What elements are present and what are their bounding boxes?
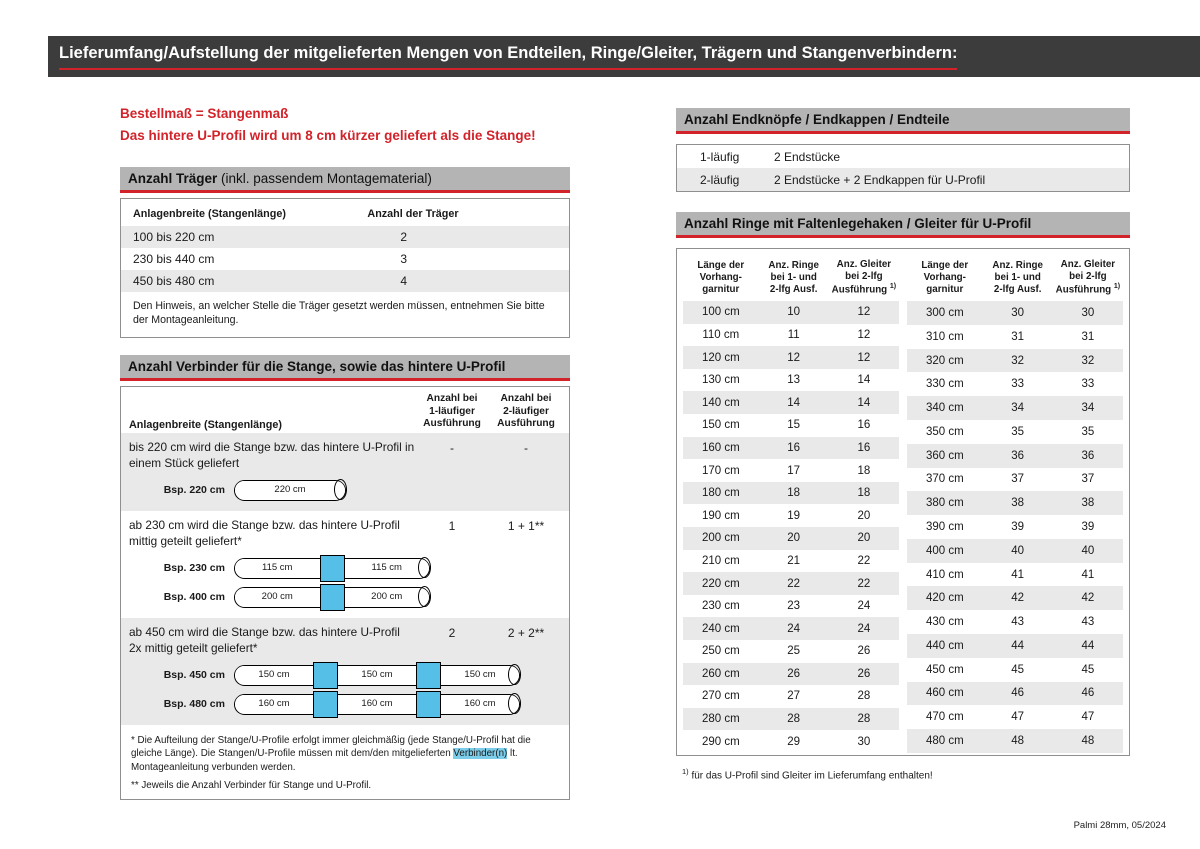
ringe-row bbox=[683, 482, 899, 505]
cell-count: 2 bbox=[400, 230, 408, 245]
cell-gleiter: 16 bbox=[857, 419, 871, 432]
cell-gleiter: 38 bbox=[1081, 497, 1095, 510]
cell-gleiter: 24 bbox=[857, 600, 871, 613]
traeger-table-box bbox=[120, 198, 570, 338]
traeger-row bbox=[121, 248, 569, 270]
cell-ringe: 27 bbox=[787, 690, 801, 703]
cell-count: 4 bbox=[400, 274, 408, 289]
cell-laenge: 390 cm bbox=[925, 521, 964, 533]
cell-laenge: 380 cm bbox=[925, 497, 964, 510]
cell-gleiter: 12 bbox=[857, 306, 871, 319]
endteile-section-header bbox=[676, 108, 1130, 134]
cell-ringe: 16 bbox=[787, 441, 801, 454]
ringe-row bbox=[907, 468, 1123, 492]
ringe-section-header bbox=[676, 212, 1130, 238]
ringe-row bbox=[683, 708, 899, 731]
rod-endcap-icon bbox=[418, 557, 431, 578]
traeger-row bbox=[121, 226, 569, 248]
cell-ringe: 19 bbox=[787, 509, 801, 522]
cell-gleiter: 12 bbox=[857, 328, 871, 341]
cell-ringe: 22 bbox=[787, 577, 801, 590]
ringe-row bbox=[683, 572, 899, 595]
left-column bbox=[120, 103, 570, 800]
cell-gleiter: 34 bbox=[1081, 402, 1095, 415]
cell-ringe: 35 bbox=[1011, 425, 1025, 438]
cell-gleiter: 28 bbox=[857, 690, 871, 703]
cell-ringe: 39 bbox=[1011, 521, 1025, 533]
page-title: Lieferumfang/Aufstellung der mitgelieferten Mengen von Endteilen, Ringe/Gleiter, Trägern und Stangenverbindern: bbox=[59, 45, 957, 70]
notice-line-1: Bestellmaß = Stangenmaß bbox=[120, 106, 289, 121]
rod-segment: 200 cm bbox=[235, 588, 320, 606]
ringe-row bbox=[907, 444, 1123, 468]
rod-segment: 160 cm bbox=[338, 695, 416, 713]
col-header-2-laeufig: Anzahl bei 2-läufiger Ausführung bbox=[497, 392, 555, 430]
cell-gleiter: 26 bbox=[857, 667, 871, 680]
cell-laenge: 110 cm bbox=[702, 328, 740, 341]
section-text: bis 220 cm wird die Stange bzw. das hintere U-Profil in einem Stück geliefert bbox=[129, 440, 415, 470]
cell-gleiter: 37 bbox=[1081, 473, 1095, 486]
cell-ringe: 29 bbox=[787, 735, 801, 748]
cell-gleiter: 16 bbox=[857, 441, 871, 454]
cell-laenge: 330 cm bbox=[925, 378, 964, 391]
cell-laenge: 210 cm bbox=[701, 554, 740, 567]
ringe-row bbox=[907, 301, 1123, 325]
rod-segment: 150 cm bbox=[338, 666, 416, 684]
ringe-table-300-480 bbox=[907, 255, 1123, 753]
cell-laenge: 230 cm bbox=[701, 600, 740, 613]
ringe-row bbox=[683, 437, 899, 460]
cell-gleiter: 28 bbox=[857, 713, 871, 726]
cell-laenge: 300 cm bbox=[925, 306, 964, 319]
example-label: Bsp. 230 cm bbox=[163, 562, 225, 575]
cell-ringe: 17 bbox=[787, 464, 801, 477]
cell-ringe: 48 bbox=[1011, 735, 1025, 748]
value-1-laeufig: 1 bbox=[448, 518, 456, 533]
cell-laenge: 140 cm bbox=[701, 396, 740, 409]
endteile-table-box bbox=[676, 144, 1130, 192]
cell-gleiter: 36 bbox=[1081, 449, 1095, 462]
ringe-row bbox=[683, 595, 899, 618]
cell-ringe: 11 bbox=[787, 328, 800, 341]
example-label: Bsp. 450 cm bbox=[163, 669, 225, 682]
cell-laenge: 310 cm bbox=[925, 330, 964, 343]
cell-laenge: 250 cm bbox=[701, 645, 740, 658]
cell-beschreibung: 2 Endstücke bbox=[774, 149, 841, 164]
ringe-row bbox=[907, 325, 1123, 349]
cell-laenge: 200 cm bbox=[701, 532, 740, 545]
rod-segment: 115 cm bbox=[345, 559, 430, 577]
cell-ringe: 24 bbox=[787, 622, 801, 635]
example-row bbox=[121, 558, 569, 579]
cell-ringe: 30 bbox=[1011, 306, 1025, 319]
cell-laenge: 340 cm bbox=[925, 402, 964, 415]
cell-ringe: 23 bbox=[787, 600, 801, 613]
rod-diagram bbox=[234, 587, 430, 608]
cell-laenge: 120 cm bbox=[701, 351, 740, 364]
cell-laenge: 270 cm bbox=[701, 690, 740, 703]
cell-gleiter: 14 bbox=[857, 374, 871, 387]
traeger-section-header bbox=[120, 167, 570, 193]
cell-laenge: 360 cm bbox=[925, 449, 964, 462]
cell-laenge: 370 cm bbox=[925, 473, 964, 486]
traeger-title: Anzahl Träger bbox=[128, 171, 218, 187]
rod-endcap-icon bbox=[508, 693, 521, 714]
endteile-title: Anzahl Endknöpfe / Endkappen / Endteile bbox=[684, 112, 950, 127]
ringe-row bbox=[907, 682, 1123, 706]
document-footer: Palmi 28mm, 05/2024 bbox=[1073, 820, 1166, 831]
example-row bbox=[121, 665, 569, 686]
cell-laenge: 460 cm bbox=[925, 687, 964, 700]
cell-ringe: 46 bbox=[1011, 687, 1025, 700]
cell-gleiter: 43 bbox=[1081, 616, 1095, 629]
cell-gleiter: 12 bbox=[857, 351, 871, 364]
ringe-row bbox=[907, 610, 1123, 634]
cell-gleiter: 47 bbox=[1081, 711, 1095, 724]
cell-ringe: 15 bbox=[787, 419, 801, 432]
rod-endcap-icon bbox=[508, 664, 521, 685]
rod-connector bbox=[313, 662, 338, 689]
example-row bbox=[121, 587, 569, 608]
rod-connector bbox=[416, 691, 441, 718]
rod-diagram bbox=[234, 480, 346, 501]
ringe-row bbox=[907, 705, 1123, 729]
cell-laenge: 450 cm bbox=[925, 663, 964, 676]
cell-gleiter: 31 bbox=[1081, 330, 1095, 343]
cell-gleiter: 22 bbox=[857, 577, 871, 590]
verbinder-highlight: Verbinder(n) bbox=[453, 748, 508, 760]
section-text: ab 450 cm wird die Stange bzw. das hintere U-Profil 2x mittig geteilt geliefert* bbox=[129, 624, 400, 655]
cell-laenge: 180 cm bbox=[701, 487, 740, 500]
cell-ringe: 12 bbox=[787, 351, 801, 364]
value-2-laeufig: 2 + 2** bbox=[507, 625, 545, 640]
ringe-row bbox=[907, 658, 1123, 682]
cell-gleiter: 46 bbox=[1081, 687, 1095, 700]
ringe-row bbox=[683, 617, 899, 640]
cell-gleiter: 24 bbox=[857, 622, 871, 635]
col-header-ringe: Anz. Ringe bei 1- und 2-lfg Ausf. bbox=[768, 260, 819, 296]
cell-ringe: 20 bbox=[787, 532, 801, 545]
cell-ringe: 18 bbox=[787, 487, 801, 500]
ringe-row bbox=[907, 539, 1123, 563]
ringe-row bbox=[683, 369, 899, 392]
cell-laenge: 290 cm bbox=[701, 735, 740, 748]
ringe-row bbox=[683, 459, 899, 482]
ringe-row bbox=[683, 346, 899, 369]
verbinder-section-bis-220 bbox=[121, 433, 569, 511]
rod-diagram bbox=[234, 558, 430, 579]
traeger-title-sub: (inkl. passendem Montagematerial) bbox=[217, 171, 432, 187]
cell-range: 450 bis 480 cm bbox=[133, 274, 215, 289]
ringe-row bbox=[683, 527, 899, 550]
cell-laenge: 430 cm bbox=[925, 616, 964, 629]
cell-ringe: 33 bbox=[1011, 378, 1025, 391]
traeger-table bbox=[121, 199, 569, 292]
cell-ringe: 37 bbox=[1011, 473, 1025, 486]
example-row bbox=[121, 694, 569, 715]
cell-gleiter: 18 bbox=[857, 487, 871, 500]
value-2-laeufig: - bbox=[524, 441, 528, 456]
value-1-laeufig: 2 bbox=[448, 625, 456, 640]
cell-gleiter: 40 bbox=[1081, 544, 1095, 557]
col-header-ringe: Anz. Ringe bei 1- und 2-lfg Ausf. bbox=[992, 260, 1043, 296]
value-1-laeufig: - bbox=[450, 441, 454, 456]
cell-laenge: 260 cm bbox=[701, 667, 740, 680]
cell-ringe: 47 bbox=[1011, 711, 1025, 724]
cell-ringe: 26 bbox=[787, 667, 801, 680]
cell-ringe: 34 bbox=[1011, 402, 1025, 415]
rod-segment: 160 cm bbox=[235, 695, 313, 713]
rod-segment: 160 cm bbox=[441, 695, 519, 713]
ringe-title: Anzahl Ringe mit Faltenlegehaken / Gleiter für U-Profil bbox=[684, 216, 1032, 231]
ringe-row bbox=[907, 420, 1123, 444]
rod-segment: 200 cm bbox=[345, 588, 430, 606]
ringe-row bbox=[683, 391, 899, 414]
ringe-row bbox=[907, 491, 1123, 515]
cell-gleiter: 41 bbox=[1081, 568, 1095, 581]
col-header-1-laeufig: Anzahl bei 1-läufiger Ausführung bbox=[423, 392, 481, 430]
cell-laenge: 440 cm bbox=[925, 639, 964, 652]
ringe-header-row bbox=[683, 255, 899, 301]
cell-gleiter: 48 bbox=[1081, 735, 1095, 748]
cell-ringe: 40 bbox=[1011, 544, 1025, 557]
cell-ringe: 32 bbox=[1011, 354, 1025, 367]
cell-laenge: 480 cm bbox=[925, 735, 964, 748]
ringe-row bbox=[683, 685, 899, 708]
cell-ringe: 43 bbox=[1011, 616, 1025, 629]
ringe-row bbox=[683, 730, 899, 753]
verbinder-section-ab-230 bbox=[121, 511, 569, 618]
cell-laenge: 400 cm bbox=[925, 544, 964, 557]
ringe-row bbox=[907, 634, 1123, 658]
rod-connector bbox=[313, 691, 338, 718]
ringe-table-100-290 bbox=[683, 255, 899, 753]
rod-endcap-icon bbox=[334, 479, 347, 500]
col-header-laenge: Länge der Vorhang- garnitur bbox=[697, 260, 745, 296]
cell-laenge: 150 cm bbox=[701, 419, 740, 432]
cell-gleiter: 20 bbox=[857, 532, 871, 545]
cell-gleiter: 26 bbox=[857, 645, 871, 658]
example-label: Bsp. 220 cm bbox=[163, 484, 225, 497]
verbinder-title: Anzahl Verbinder für die Stange, sowie das hintere U-Profil bbox=[128, 358, 506, 374]
section-text: ab 230 cm wird die Stange bzw. das hintere U-Profil mittig geteilt geliefert* bbox=[129, 517, 400, 548]
cell-gleiter: 33 bbox=[1081, 378, 1095, 391]
ringe-row bbox=[683, 324, 899, 347]
ringe-table-box bbox=[676, 248, 1130, 756]
rod-connector bbox=[320, 584, 345, 611]
ringe-row bbox=[907, 563, 1123, 587]
cell-gleiter: 18 bbox=[857, 464, 871, 477]
cell-laenge: 350 cm bbox=[925, 425, 964, 438]
ringe-row bbox=[907, 515, 1123, 539]
cell-ringe: 25 bbox=[787, 645, 801, 658]
cell-ringe: 31 bbox=[1011, 330, 1025, 343]
cell-gleiter: 35 bbox=[1081, 425, 1095, 438]
cell-laenge: 100 cm bbox=[701, 306, 740, 319]
cell-laenge: 420 cm bbox=[925, 592, 964, 605]
cell-beschreibung: 2 Endstücke + 2 Endkappen für U-Profil bbox=[774, 172, 986, 187]
rod-diagram bbox=[234, 665, 520, 686]
example-label: Bsp. 400 cm bbox=[163, 591, 225, 604]
example-label: Bsp. 480 cm bbox=[163, 698, 225, 711]
cell-gleiter: 30 bbox=[1081, 306, 1095, 319]
cell-gleiter: 39 bbox=[1081, 521, 1095, 533]
ringe-row bbox=[907, 729, 1123, 753]
rod-segment: 150 cm bbox=[235, 666, 313, 684]
cell-gleiter: 45 bbox=[1081, 663, 1095, 676]
footnote-star: * Die Aufteilung der Stange/U-Profile erfolgt immer gleichmäßig (jede Stange/U-Profil hat die gleiche Länge). Die Stangen/U-Profile müssen mit dem/den mitgelieferten Verbinder(n) lt. Montageanleitung verbunden werden. bbox=[131, 734, 531, 773]
cell-ringe: 14 bbox=[787, 396, 801, 409]
traeger-header-row bbox=[121, 199, 569, 226]
cell-range: 230 bis 440 cm bbox=[133, 252, 215, 267]
ringe-header-row bbox=[907, 255, 1123, 301]
cell-gleiter: 14 bbox=[857, 396, 871, 409]
cell-ringe: 38 bbox=[1011, 497, 1025, 510]
col-header-gleiter: Anz. Gleiter bei 2-lfg Ausführung $^{1)}$ bbox=[1055, 259, 1121, 296]
ringe-row bbox=[683, 301, 899, 324]
cell-gleiter: 42 bbox=[1081, 592, 1095, 605]
order-notice bbox=[120, 103, 570, 146]
cell-laenge: 410 cm bbox=[925, 568, 964, 581]
cell-ringe: 44 bbox=[1011, 639, 1025, 652]
cell-laufigkeit: 1-läufig bbox=[700, 149, 740, 164]
cell-laufigkeit: 2-läufig bbox=[700, 172, 740, 187]
col-header-gleiter: Anz. Gleiter bei 2-lfg Ausführung $^{1)}$ bbox=[831, 259, 897, 296]
ringe-row bbox=[907, 349, 1123, 373]
ringe-row bbox=[683, 504, 899, 527]
gleiter-footnote: $^{1)}$ für das U-Profil sind Gleiter im Lieferumfang enthalten! bbox=[682, 767, 933, 782]
verbinder-section-header bbox=[120, 355, 570, 381]
rod-segment: 150 cm bbox=[441, 666, 519, 684]
rod-segment: 220 cm bbox=[235, 481, 345, 499]
right-column bbox=[676, 108, 1130, 781]
ringe-row bbox=[907, 586, 1123, 610]
cell-ringe: 21 bbox=[787, 554, 801, 567]
cell-range: 100 bis 220 cm bbox=[133, 230, 215, 245]
cell-count: 3 bbox=[400, 252, 408, 267]
verbinder-section-ab-450 bbox=[121, 618, 569, 725]
cell-laenge: 170 cm bbox=[701, 464, 740, 477]
rod-connector bbox=[416, 662, 441, 689]
cell-gleiter: 20 bbox=[857, 509, 871, 522]
cell-laenge: 470 cm bbox=[925, 711, 964, 724]
traeger-row bbox=[121, 270, 569, 292]
cell-ringe: 13 bbox=[787, 374, 801, 387]
cell-laenge: 280 cm bbox=[701, 713, 740, 726]
footnote-double-star: ** Jeweils die Anzahl Verbinder für Stange und U-Profil. bbox=[131, 779, 372, 791]
rod-connector bbox=[320, 555, 345, 582]
col-header-laenge: Länge der Vorhang- garnitur bbox=[921, 260, 969, 296]
cell-ringe: 28 bbox=[787, 713, 801, 726]
ringe-row bbox=[907, 372, 1123, 396]
cell-ringe: 45 bbox=[1011, 663, 1025, 676]
traeger-note: Den Hinweis, an welcher Stelle die Träger gesetzt werden müssen, entnehmen Sie bitte der Montageanleitung. bbox=[133, 300, 545, 327]
cell-laenge: 320 cm bbox=[925, 354, 964, 367]
cell-gleiter: 30 bbox=[857, 735, 871, 748]
cell-gleiter: 44 bbox=[1081, 639, 1095, 652]
verbinder-column-headers bbox=[121, 387, 569, 433]
cell-laenge: 190 cm bbox=[701, 509, 740, 522]
cell-laenge: 240 cm bbox=[701, 622, 740, 635]
cell-gleiter: 22 bbox=[857, 554, 871, 567]
endteile-row bbox=[677, 145, 1129, 168]
ringe-row bbox=[907, 396, 1123, 420]
rod-endcap-icon bbox=[418, 586, 431, 607]
ringe-row bbox=[683, 414, 899, 437]
cell-ringe: 41 bbox=[1011, 568, 1025, 581]
example-row bbox=[121, 480, 569, 501]
cell-laenge: 220 cm bbox=[701, 577, 740, 590]
top-title-bar bbox=[48, 36, 1200, 77]
ringe-row bbox=[683, 550, 899, 573]
cell-laenge: 160 cm bbox=[701, 441, 740, 454]
notice-line-2: Das hintere U-Profil wird um 8 cm kürzer geliefert als die Stange! bbox=[120, 127, 536, 143]
rod-diagram bbox=[234, 694, 520, 715]
ringe-row bbox=[683, 640, 899, 663]
cell-laenge: 130 cm bbox=[701, 374, 740, 387]
cell-ringe: 36 bbox=[1011, 449, 1025, 462]
ringe-row bbox=[683, 663, 899, 686]
cell-ringe: 42 bbox=[1011, 592, 1025, 605]
verbinder-table-box bbox=[120, 386, 570, 800]
endteile-table bbox=[677, 145, 1129, 191]
rod-segment: 115 cm bbox=[235, 559, 320, 577]
col-header-anlagenbreite: Anlagenbreite (Stangenlänge) bbox=[133, 208, 286, 221]
endteile-row bbox=[677, 168, 1129, 191]
cell-gleiter: 32 bbox=[1081, 354, 1095, 367]
col-header-anzahl-traeger: Anzahl der Träger bbox=[367, 208, 459, 221]
value-2-laeufig: 1 + 1** bbox=[507, 518, 545, 533]
cell-ringe: 10 bbox=[787, 306, 801, 319]
col-header-anlagenbreite: Anlagenbreite (Stangenlänge) bbox=[129, 419, 282, 432]
